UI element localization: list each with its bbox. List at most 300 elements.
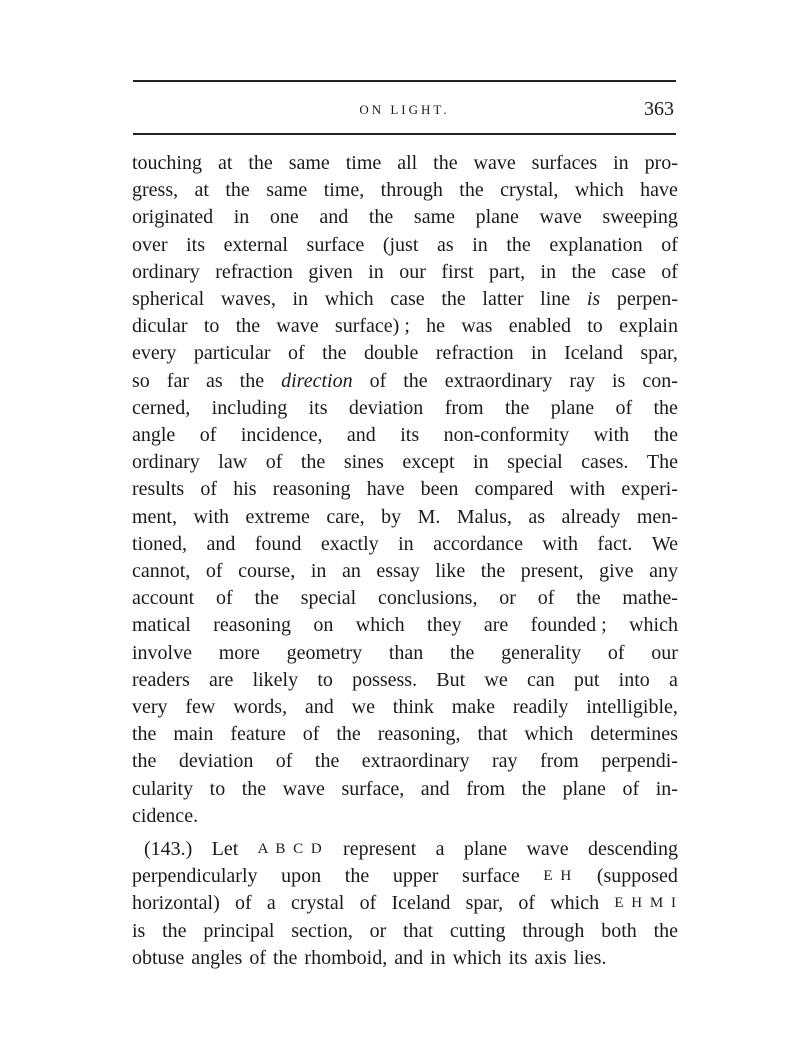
- text-line: [132, 504, 678, 531]
- word: cidence.: [132, 804, 199, 827]
- word: the: [480, 560, 506, 583]
- body-text: [132, 150, 678, 972]
- word: But: [436, 668, 466, 691]
- paragraph-2: [132, 836, 678, 972]
- word: the: [248, 152, 273, 174]
- word: as: [206, 369, 223, 392]
- paragraph-1: [132, 150, 678, 830]
- word: Iceland: [391, 892, 451, 915]
- word: explain: [619, 315, 678, 338]
- word: more: [218, 641, 260, 664]
- word: spherical: [132, 288, 205, 311]
- word: the: [653, 424, 678, 447]
- word: give: [599, 560, 634, 583]
- word: which: [629, 614, 678, 637]
- word: perpen-: [616, 288, 678, 311]
- word: with: [593, 424, 630, 447]
- text-line: [132, 259, 678, 286]
- word: plane: [463, 838, 508, 861]
- word: surface,: [341, 777, 405, 800]
- word: readers: [132, 668, 190, 691]
- word: of: [287, 342, 305, 365]
- word: wave: [473, 152, 516, 174]
- word: same: [288, 152, 330, 174]
- word: touching: [132, 152, 202, 174]
- word: wave: [276, 315, 319, 338]
- word: of: [622, 777, 640, 800]
- word: case: [611, 260, 646, 283]
- text-line: [132, 890, 678, 917]
- text-line: [132, 531, 678, 558]
- text-line: [132, 449, 678, 476]
- text-line: [132, 585, 678, 612]
- text-line: [132, 204, 678, 231]
- word: first: [441, 260, 474, 283]
- word: A B C D: [257, 841, 324, 858]
- word: conclusions,: [378, 587, 478, 610]
- word: the: [344, 865, 370, 888]
- word: which: [355, 614, 405, 637]
- word: the: [521, 777, 547, 800]
- word: is: [586, 288, 601, 311]
- text-line: [132, 395, 678, 422]
- word: have: [366, 478, 405, 501]
- word: accordance: [433, 532, 523, 555]
- word: put: [573, 668, 600, 691]
- text-line: [132, 918, 678, 945]
- word: extraordinary: [361, 750, 470, 773]
- word: ment,: [132, 505, 177, 528]
- word: crystal,: [500, 179, 559, 202]
- word: exactly: [320, 532, 379, 555]
- word: in: [310, 560, 327, 583]
- word: same: [266, 179, 308, 202]
- word: reasoning: [213, 614, 291, 637]
- word: case: [390, 288, 425, 311]
- word: founded ;: [530, 614, 607, 637]
- text-line: [132, 476, 678, 503]
- word: the: [241, 777, 267, 800]
- word: explanation: [549, 233, 643, 256]
- word: of: [205, 560, 223, 583]
- word: reasoning: [272, 478, 351, 501]
- word: deviation: [178, 750, 254, 773]
- word: tioned,: [132, 532, 187, 555]
- word: perpendi-: [601, 750, 678, 773]
- word: fact.: [597, 532, 633, 555]
- word: rhomboid,: [304, 946, 388, 969]
- text-line: [132, 748, 678, 775]
- word: by: [381, 505, 402, 528]
- text-line: [132, 694, 678, 721]
- word: plane: [550, 396, 595, 419]
- word: to: [317, 668, 333, 691]
- word: essay: [376, 560, 420, 583]
- word: any: [649, 560, 678, 583]
- word: same: [413, 206, 456, 229]
- word: the: [450, 641, 475, 664]
- word: non-conformity: [443, 424, 570, 447]
- word: ordinary: [132, 260, 200, 283]
- word: in-: [655, 777, 678, 800]
- word: to: [203, 315, 220, 338]
- text-line: [132, 776, 678, 803]
- word: Iceland: [564, 342, 623, 365]
- word: of: [661, 233, 678, 256]
- word: cerned,: [132, 396, 191, 419]
- word: main: [173, 723, 214, 746]
- word: of: [607, 641, 625, 664]
- word: in: [540, 260, 557, 283]
- word: both: [601, 919, 637, 942]
- text-line: [132, 422, 678, 449]
- word: been: [420, 478, 459, 501]
- word: over: [132, 233, 168, 256]
- word: involve: [132, 641, 192, 664]
- word: words,: [233, 696, 288, 719]
- word: cutting: [449, 919, 506, 942]
- word: of: [275, 750, 293, 773]
- word: or: [499, 587, 516, 610]
- word: the: [336, 723, 361, 746]
- word: that: [477, 723, 508, 746]
- word: a: [266, 892, 276, 915]
- word: of: [615, 396, 633, 419]
- word: in: [233, 206, 250, 229]
- word: our: [399, 260, 426, 283]
- word: extraordinary: [444, 369, 553, 392]
- word: surface: [306, 233, 365, 256]
- word: the: [132, 750, 157, 773]
- word: he: [426, 315, 446, 338]
- word: time,: [323, 179, 365, 202]
- word: course,: [238, 560, 296, 583]
- word: given: [308, 260, 353, 283]
- word: all: [397, 152, 418, 174]
- word: (just: [382, 233, 419, 256]
- word: can: [526, 668, 555, 691]
- text-line: [132, 150, 678, 177]
- word: is: [611, 369, 626, 392]
- word: have: [640, 179, 678, 202]
- word: in: [531, 342, 547, 365]
- word: surfaces: [531, 152, 598, 174]
- text-line: [132, 721, 678, 748]
- word: and: [394, 946, 424, 969]
- word: was: [461, 315, 493, 338]
- word: obtuse: [132, 946, 185, 969]
- text-line: [132, 558, 678, 585]
- text-line: [132, 667, 678, 694]
- word: the: [239, 369, 265, 392]
- word: one: [269, 206, 299, 229]
- word: ordinary: [132, 451, 200, 474]
- word: determines: [590, 723, 678, 746]
- word: of: [302, 723, 320, 746]
- word: plane: [475, 206, 519, 229]
- word: with: [569, 478, 606, 501]
- text-line: [132, 177, 678, 204]
- word: the: [576, 587, 601, 610]
- word: every: [132, 342, 177, 365]
- word: the: [504, 396, 530, 419]
- word: feature: [230, 723, 286, 746]
- word: deviation: [348, 396, 424, 419]
- word: like: [435, 560, 466, 583]
- word: sines: [343, 451, 384, 474]
- word: special: [507, 451, 563, 474]
- word: Let: [211, 838, 239, 861]
- word: we: [351, 696, 375, 719]
- page-number: 363: [644, 98, 674, 120]
- running-title: ON LIGHT.: [359, 102, 450, 117]
- word: crystal: [291, 892, 345, 915]
- word: from: [444, 396, 484, 419]
- word: waves,: [220, 288, 276, 311]
- word: of: [249, 946, 266, 969]
- word: with: [542, 532, 578, 555]
- word: plane: [562, 777, 606, 800]
- word: of: [234, 892, 252, 915]
- word: wave: [539, 206, 582, 229]
- word: experi-: [621, 478, 678, 501]
- word: its: [508, 946, 528, 969]
- word: spar,: [465, 892, 504, 915]
- word: of: [215, 587, 233, 610]
- word: wave: [526, 838, 569, 861]
- word: which: [550, 892, 600, 915]
- running-head: [133, 98, 676, 122]
- word: gress,: [132, 179, 179, 202]
- word: (143.): [144, 838, 193, 861]
- word: to: [209, 777, 226, 800]
- word: (supposed: [596, 865, 678, 888]
- text-line: [132, 340, 678, 367]
- word: law: [218, 451, 248, 474]
- word: cannot,: [132, 560, 191, 583]
- word: through: [380, 179, 443, 202]
- word: think: [392, 696, 434, 719]
- word: found: [254, 532, 302, 555]
- word: direction: [281, 369, 353, 392]
- word: far: [166, 369, 189, 392]
- word: present,: [520, 560, 584, 583]
- word: matical: [132, 614, 191, 637]
- word: lies.: [573, 946, 607, 969]
- word: geometry: [286, 641, 363, 664]
- word: including: [211, 396, 288, 419]
- word: except: [402, 451, 455, 474]
- word: the: [132, 723, 157, 746]
- word: axis: [534, 946, 567, 969]
- word: ray: [491, 750, 518, 773]
- word: section,: [291, 919, 353, 942]
- word: of: [518, 892, 535, 915]
- word: part,: [489, 260, 526, 283]
- word: as: [436, 233, 454, 256]
- word: compared: [474, 478, 554, 501]
- word: refraction: [435, 342, 514, 365]
- word: originated: [132, 206, 214, 229]
- text-line: [132, 286, 678, 313]
- text-line: [132, 836, 678, 863]
- word: of: [200, 478, 218, 501]
- word: surface: [462, 865, 520, 888]
- word: from: [466, 777, 506, 800]
- word: which: [574, 179, 624, 202]
- word: incidence,: [240, 424, 323, 447]
- word: an: [341, 560, 361, 583]
- word: men-: [636, 505, 678, 528]
- word: dicular: [132, 315, 188, 338]
- word: the: [653, 919, 678, 942]
- word: they: [427, 614, 462, 637]
- word: likely: [252, 668, 299, 691]
- text-line: [132, 368, 678, 395]
- word: the: [459, 179, 484, 202]
- word: upper: [392, 865, 439, 888]
- word: results: [132, 478, 185, 501]
- word: the: [433, 152, 458, 174]
- text-line: [132, 313, 678, 340]
- word: which: [524, 723, 574, 746]
- word: in: [430, 946, 446, 969]
- word: extreme: [245, 505, 310, 528]
- word: so: [132, 369, 150, 392]
- word: the: [225, 179, 250, 202]
- word: intelligible,: [586, 696, 678, 719]
- word: time: [345, 152, 382, 174]
- word: care,: [326, 505, 365, 528]
- word: principal: [203, 919, 275, 942]
- word: in: [292, 288, 309, 311]
- word: our: [651, 641, 678, 664]
- word: particular: [193, 342, 271, 365]
- word: at: [194, 179, 209, 202]
- word: sweeping: [602, 206, 678, 229]
- word: in: [613, 152, 629, 174]
- word: of: [369, 369, 387, 392]
- word: and: [319, 206, 349, 229]
- text-line: [132, 640, 678, 667]
- word: of: [661, 260, 678, 283]
- word: his: [233, 478, 257, 501]
- word: latter: [482, 288, 524, 311]
- word: cases.: [581, 451, 629, 474]
- word: a: [435, 838, 445, 861]
- word: in: [368, 260, 384, 283]
- word: few: [185, 696, 216, 719]
- word: surface) ;: [334, 315, 410, 338]
- word: very: [132, 696, 168, 719]
- word: external: [223, 233, 288, 256]
- word: which: [452, 946, 502, 969]
- word: and: [206, 532, 236, 555]
- word: perpendicularly: [132, 865, 258, 888]
- word: at: [217, 152, 233, 174]
- word: cularity: [132, 777, 194, 800]
- word: account: [132, 587, 195, 610]
- word: the: [441, 288, 466, 311]
- word: the: [571, 260, 596, 283]
- text-line: [132, 612, 678, 639]
- word: from: [539, 750, 579, 773]
- word: in: [398, 532, 414, 555]
- word: to: [587, 315, 603, 338]
- word: spar,: [640, 342, 678, 365]
- word: generality: [501, 641, 582, 664]
- word: M.: [417, 505, 441, 528]
- text-line: [132, 945, 678, 972]
- word: reasoning,: [377, 723, 461, 746]
- word: the: [235, 315, 261, 338]
- word: on: [313, 614, 334, 637]
- word: and: [420, 777, 450, 800]
- word: mathe-: [622, 587, 678, 610]
- text-line: [132, 232, 678, 259]
- word: of: [359, 892, 377, 915]
- word: horizontal): [132, 892, 220, 915]
- word: its: [186, 233, 206, 256]
- word: the: [314, 750, 340, 773]
- word: of: [537, 587, 555, 610]
- word: make: [451, 696, 496, 719]
- word: represent: [343, 838, 417, 861]
- header-rule-top: [133, 80, 676, 82]
- word: the: [403, 369, 428, 392]
- word: and: [304, 696, 334, 719]
- word: refraction: [215, 260, 293, 283]
- word: wave: [282, 777, 325, 800]
- word: angles: [191, 946, 243, 969]
- word: double: [363, 342, 419, 365]
- text-line: [132, 863, 678, 890]
- word: special: [300, 587, 357, 610]
- word: or: [369, 919, 387, 942]
- word: we: [484, 668, 508, 691]
- word: E H M I: [614, 895, 678, 912]
- word: through: [522, 919, 585, 942]
- word: into: [618, 668, 650, 691]
- word: upon: [281, 865, 322, 888]
- word: its: [400, 424, 420, 447]
- word: ray: [569, 369, 595, 392]
- word: enabled: [508, 315, 571, 338]
- word: pro-: [644, 152, 678, 174]
- header-rule-bottom: [133, 133, 676, 135]
- word: are: [483, 614, 509, 637]
- word: We: [651, 532, 678, 555]
- word: than: [388, 641, 424, 664]
- word: angle: [132, 424, 176, 447]
- word: the: [272, 946, 298, 969]
- word: of: [265, 451, 283, 474]
- word: the: [162, 919, 187, 942]
- word: is: [132, 919, 146, 942]
- word: and: [346, 424, 376, 447]
- word: the: [322, 342, 347, 365]
- word: which: [324, 288, 374, 311]
- word: Malus,: [456, 505, 512, 528]
- word: are: [208, 668, 234, 691]
- word: its: [308, 396, 328, 419]
- word: in: [473, 451, 489, 474]
- word: the: [506, 233, 531, 256]
- word: possess.: [352, 668, 418, 691]
- word: the: [254, 587, 279, 610]
- word: as: [528, 505, 546, 528]
- word: readily: [512, 696, 569, 719]
